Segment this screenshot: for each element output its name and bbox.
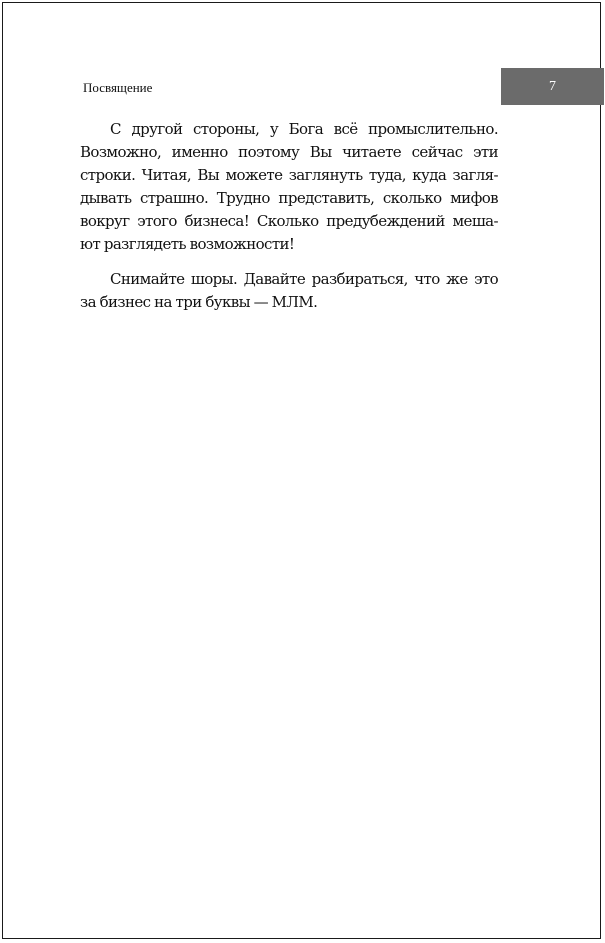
paragraph-1-line-4: дывать страшно. Трудно представить, сколько мифов: [80, 189, 498, 207]
paragraph-1-line-2: Возможно, именно поэтому Вы читаете сейчас эти: [80, 143, 498, 161]
paragraph-1-line-3: строки. Читая, Вы можете заглянуть туда, куда загля-: [80, 166, 498, 184]
body-text: [80, 118, 498, 326]
paragraph-1: [80, 118, 498, 256]
paragraph-2-line-2: за бизнес на три буквы — МЛМ.: [80, 293, 318, 311]
page-number: 7: [549, 78, 556, 94]
page-number-box: [501, 68, 604, 105]
paragraph-1-line-1: С другой стороны, у Бога всё промыслительно.: [110, 120, 498, 138]
running-header-title: Посвящение: [83, 80, 153, 95]
paragraph-2: [80, 268, 498, 314]
paragraph-1-line-6: ют разглядеть возможности!: [80, 235, 295, 253]
paragraph-1-line-5: вокруг этого бизнеса! Сколько предубеждений меша-: [80, 212, 498, 230]
paragraph-2-line-1: Снимайте шоры. Давайте разбираться, что же это: [110, 270, 498, 288]
